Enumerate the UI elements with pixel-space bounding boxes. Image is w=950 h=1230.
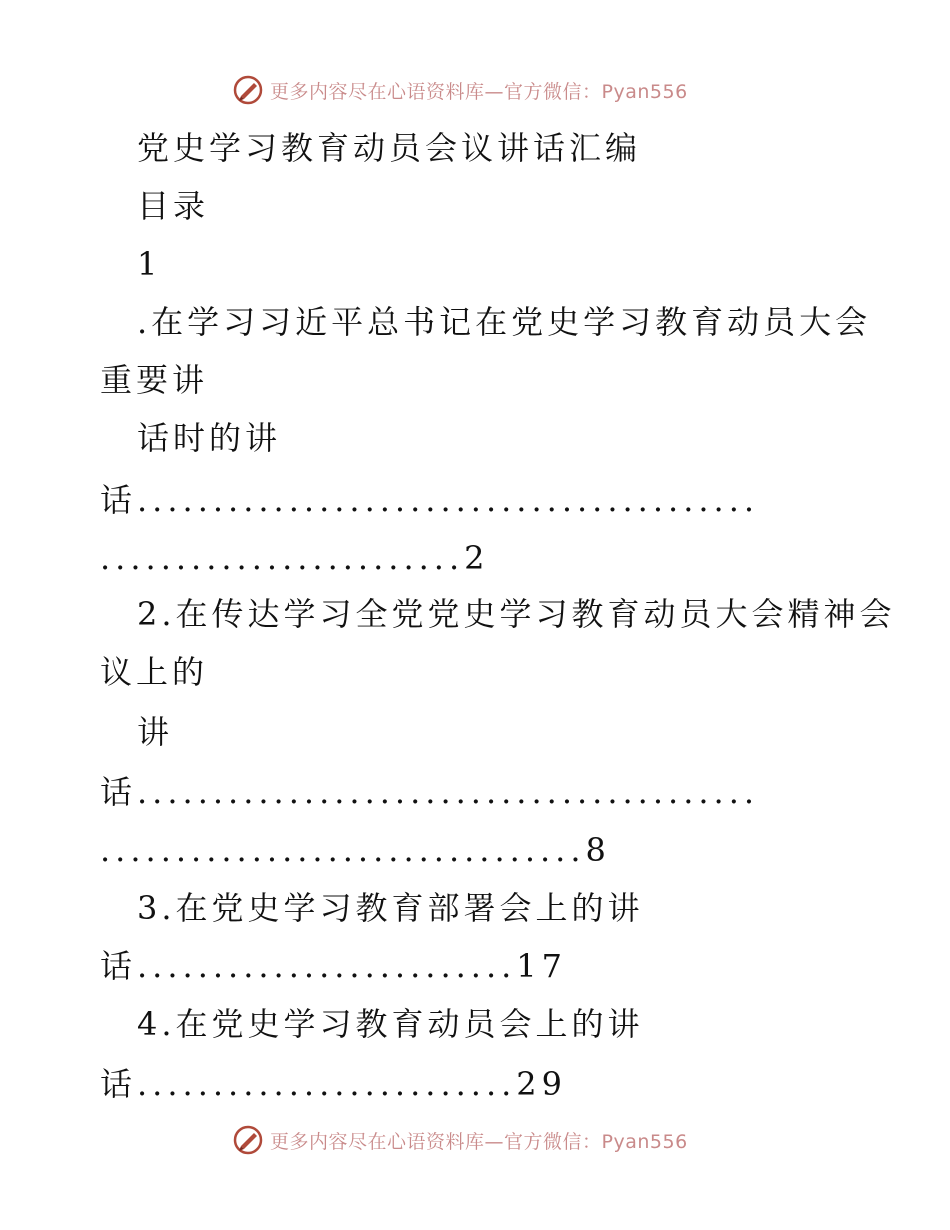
toc-entry-1-number: 1 (137, 245, 162, 283)
toc-entry-1-page: ........................2 (100, 539, 490, 577)
toc-entry-3-page: 话.........................17 (100, 947, 568, 985)
watermark-banner-bottom (232, 1122, 688, 1158)
toc-entry-1-line: 重要讲 (100, 361, 209, 399)
watermark-text: 更多内容尽在心语资料库—官方微信：Pyan556 (270, 1130, 688, 1153)
document-title: 党史学习教育动员会议讲话汇编 (137, 129, 642, 167)
toc-entry-1-leader: 话......................................... (100, 481, 760, 519)
toc-entry-2-line: 讲 (137, 713, 174, 751)
toc-entry-1-line: .在学习习近平总书记在党史学习教育动员大会 (137, 303, 872, 341)
toc-entry-3-line: 3.在党史学习教育部署会上的讲 (137, 889, 644, 927)
watermark-text: 更多内容尽在心语资料库—官方微信：Pyan556 (270, 80, 688, 103)
toc-entry-2-line: 议上的 (100, 653, 209, 691)
toc-entry-2-page: ................................8 (100, 831, 611, 869)
watermark-banner-top (232, 72, 688, 108)
toc-entry-2-line: 2.在传达学习全党党史学习教育动员大会精神会 (137, 595, 896, 633)
toc-entry-2-leader: 话......................................... (100, 773, 760, 811)
toc-entry-4-page: 话.........................29 (100, 1065, 568, 1103)
pen-logo-icon (232, 1124, 264, 1156)
toc-entry-1-line: 话时的讲 (137, 419, 282, 457)
toc-heading: 目录 (137, 187, 210, 225)
toc-entry-4-line: 4.在党史学习教育动员会上的讲 (137, 1005, 644, 1043)
pen-logo-icon (232, 74, 264, 106)
